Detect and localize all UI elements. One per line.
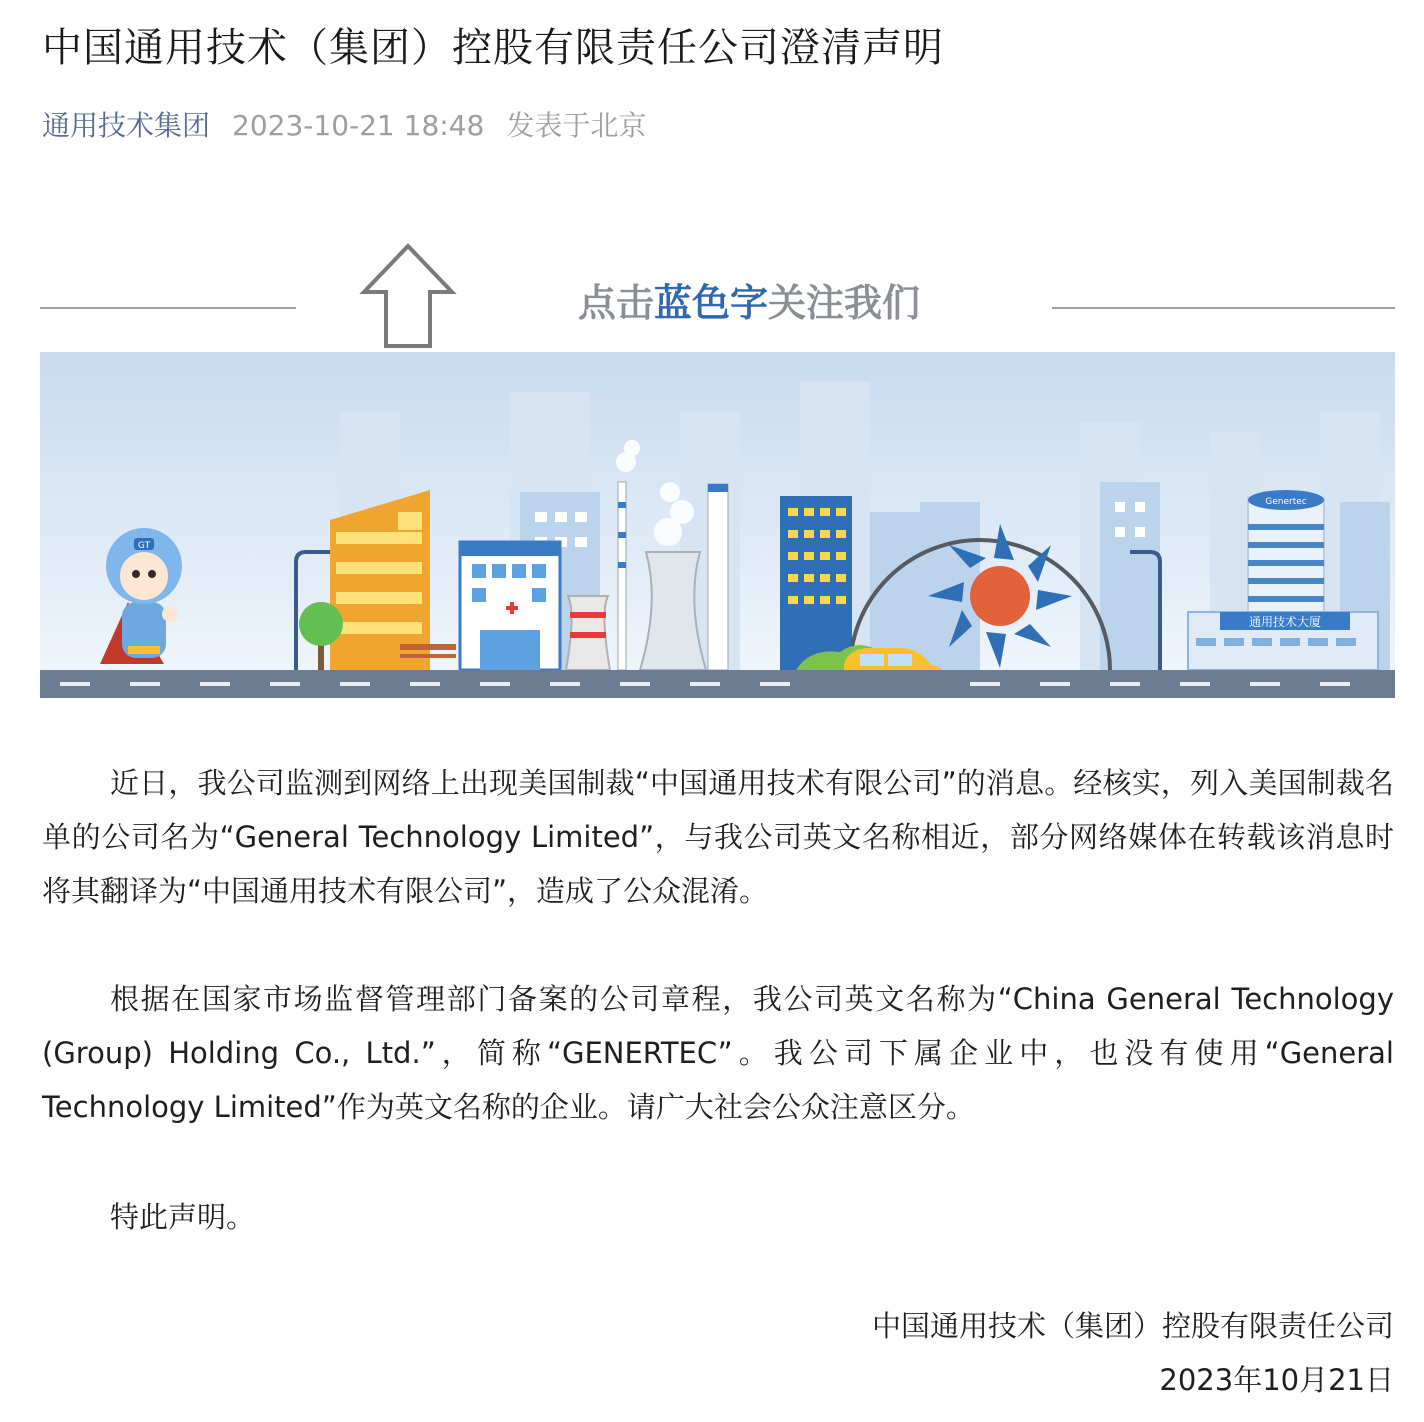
follow-text-prefix: 点击: [578, 281, 655, 325]
article-title: 中国通用技术（集团）控股有限责任公司澄清声明: [42, 25, 944, 71]
follow-text-suffix: 关注我们: [768, 281, 921, 325]
building-sign: 通用技术大厦: [1248, 615, 1322, 629]
tower-sign: Genertec: [1265, 497, 1307, 507]
signature-date: 2023年10月21日: [1159, 1363, 1394, 1397]
mascot-badge: GT: [137, 541, 151, 551]
body-paragraph-2: 根据在国家市场监督管理部门备案的公司章程，我公司英文名称为“China General Technology (Group) Holding Co., Ltd.”，简称“GENERTEC”。我公司下属企业中，也没有使用“General Technology Limited”作为英文名称的企业。请广大社会公众注意区分。: [42, 982, 1394, 1124]
body-paragraph-3: 特此声明。: [110, 1200, 256, 1234]
publish-time: 2023-10-21 18:48: [232, 109, 485, 142]
signature-company: 中国通用技术（集团）控股有限责任公司: [871, 1309, 1394, 1343]
arrow-up-icon: [364, 246, 452, 346]
article-meta: [42, 104, 646, 148]
svg-text:点击蓝色字关注我们: [578, 281, 920, 325]
city-illustration: [40, 352, 1395, 698]
follow-text-highlight: 蓝色字: [654, 281, 769, 325]
publish-location: 发表于北京: [506, 109, 647, 142]
account-name-link[interactable]: 通用技术集团: [42, 109, 211, 142]
follow-banner: [40, 236, 1395, 352]
body-paragraph-1: 近日，我公司监测到网络上出现美国制裁“中国通用技术有限公司”的消息。经核实，列入美国制裁名单的公司名为“General Technology Limited”，与我公司英文名称相近，部分网络媒体在转载该消息时将其翻译为“中国通用技术有限公司”，造成了公众混淆。: [42, 766, 1394, 908]
